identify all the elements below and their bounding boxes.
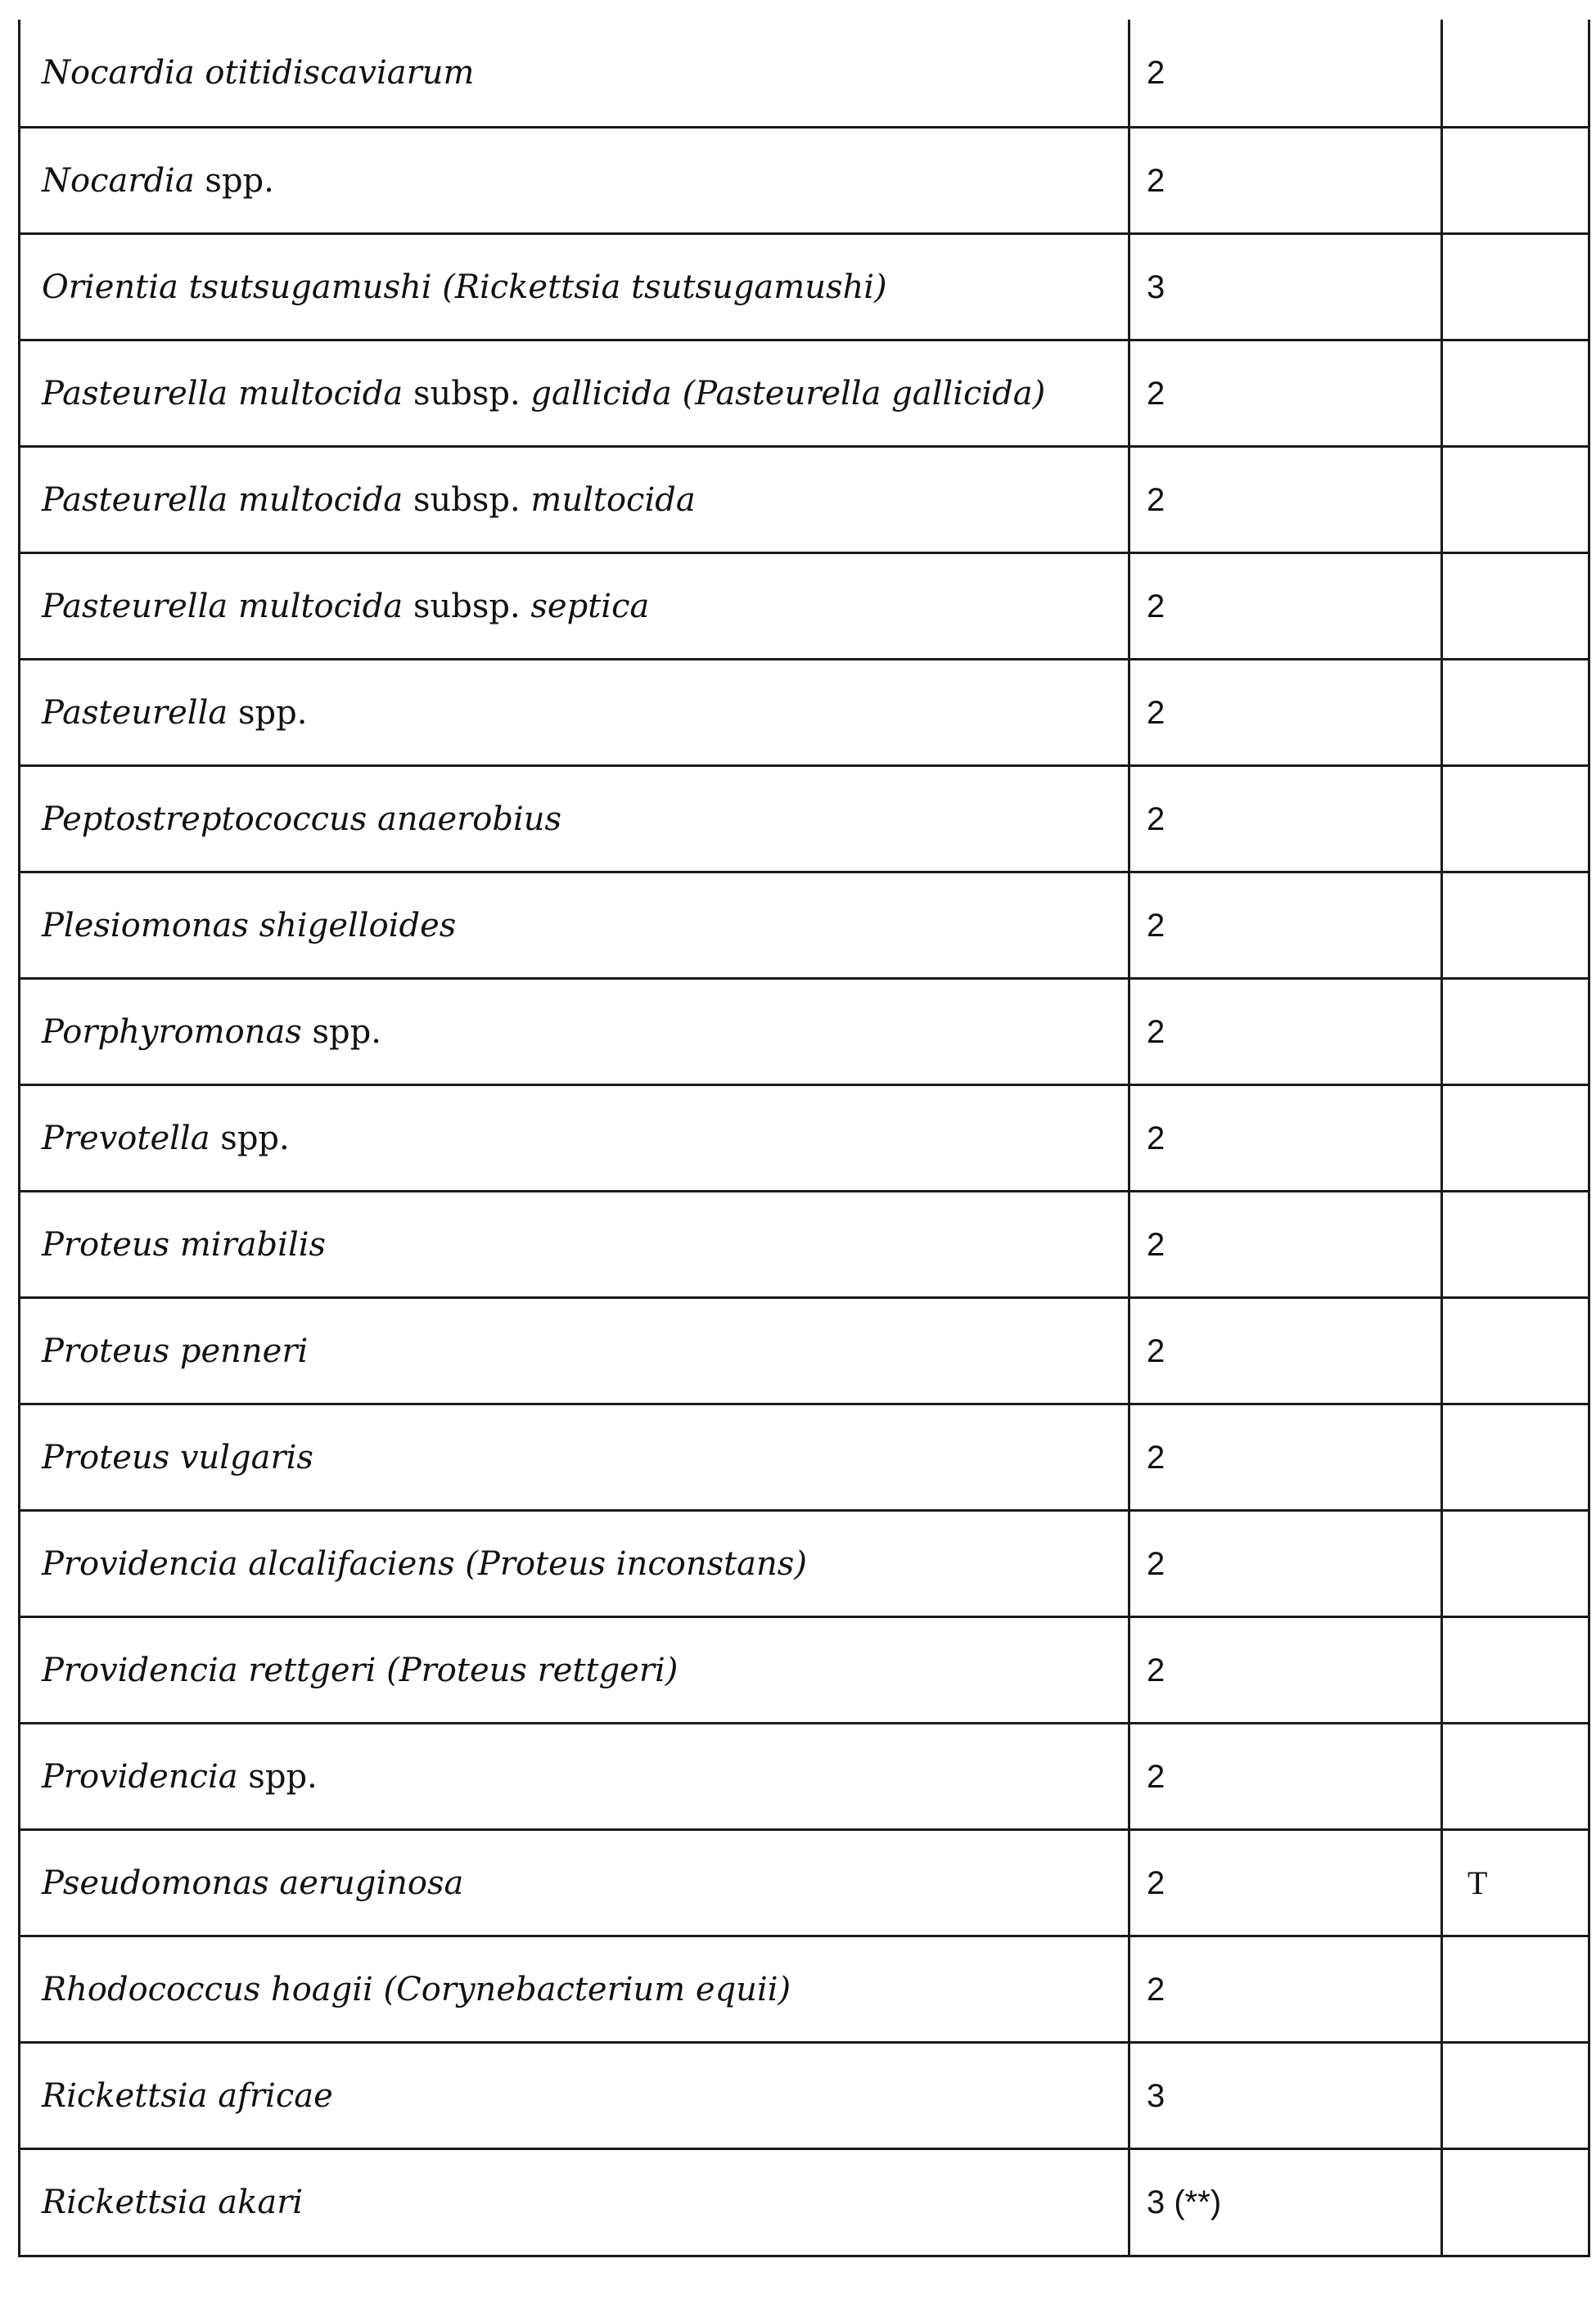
agent-name-cell bbox=[20, 1936, 1129, 2043]
table-row bbox=[20, 20, 1589, 128]
agent-name-cell bbox=[20, 553, 1129, 660]
agent-name-italic-text: Providencia bbox=[42, 1757, 238, 1796]
notes-cell bbox=[1442, 1511, 1589, 1617]
table-row bbox=[20, 340, 1589, 447]
table-row bbox=[20, 447, 1589, 553]
notes-cell bbox=[1442, 234, 1589, 340]
notes-cell bbox=[1442, 2043, 1589, 2149]
agent-name-italic-text: Rickettsia africae bbox=[42, 2076, 333, 2115]
agent-name-cell bbox=[20, 447, 1129, 553]
risk-group-cell: 2 bbox=[1129, 766, 1442, 872]
agent-name-roman-text: spp. bbox=[237, 1757, 318, 1796]
notes-cell: T bbox=[1442, 1830, 1589, 1936]
agent-name-italic-text: Pseudomonas aeruginosa bbox=[42, 1864, 464, 1902]
notes-cell bbox=[1442, 1617, 1589, 1724]
table-row bbox=[20, 979, 1589, 1085]
risk-group-cell: 2 bbox=[1129, 1085, 1442, 1192]
risk-group-cell: 2 bbox=[1129, 1511, 1442, 1617]
risk-group-cell: 2 bbox=[1129, 128, 1442, 234]
agent-name-italic-text: gallicida (Pasteurella gallicida) bbox=[530, 374, 1046, 412]
risk-group-cell: 2 bbox=[1129, 1830, 1442, 1936]
agent-name-roman-text: spp. bbox=[210, 1119, 290, 1157]
agent-name-italic-text: Providencia rettgeri (Proteus rettgeri) bbox=[42, 1651, 679, 1689]
risk-group-cell: 2 bbox=[1129, 979, 1442, 1085]
risk-group-cell: 2 bbox=[1129, 1936, 1442, 2043]
risk-group-cell: 2 bbox=[1129, 340, 1442, 447]
agent-name-italic-text: septica bbox=[530, 587, 650, 625]
table-row bbox=[20, 1617, 1589, 1724]
risk-group-cell: 3 (**) bbox=[1129, 2149, 1442, 2256]
agent-name-roman-text: subsp. bbox=[403, 480, 531, 519]
agent-name-cell bbox=[20, 340, 1129, 447]
agent-name-cell bbox=[20, 2149, 1129, 2256]
agent-name-italic-text: Proteus mirabilis bbox=[42, 1225, 327, 1264]
agent-name-cell bbox=[20, 20, 1129, 128]
agent-name-italic-text: Pasteurella multocida bbox=[42, 480, 404, 519]
table-row bbox=[20, 2043, 1589, 2149]
agent-name-italic-text: Pasteurella bbox=[42, 693, 228, 732]
table-row bbox=[20, 1724, 1589, 1830]
agent-name-cell bbox=[20, 766, 1129, 872]
biological-agents-table bbox=[18, 20, 1590, 2257]
agent-name-roman-text: spp. bbox=[301, 1012, 381, 1051]
risk-group-cell: 2 bbox=[1129, 1404, 1442, 1511]
notes-cell bbox=[1442, 2149, 1589, 2256]
agent-name-italic-text: Porphyromonas bbox=[42, 1012, 302, 1051]
agent-name-italic-text: Rickettsia akari bbox=[42, 2184, 304, 2221]
table-row bbox=[20, 1830, 1589, 1936]
notes-cell bbox=[1442, 1724, 1589, 1830]
agent-name-cell bbox=[20, 872, 1129, 979]
notes-cell bbox=[1442, 1404, 1589, 1511]
notes-cell bbox=[1442, 553, 1589, 660]
risk-group-cell: 2 bbox=[1129, 20, 1442, 128]
agent-name-italic-text: Rhodococcus hoagii (Corynebacterium equii) bbox=[42, 1970, 791, 2008]
agent-name-cell bbox=[20, 1298, 1129, 1404]
notes-cell bbox=[1442, 447, 1589, 553]
risk-group-cell: 2 bbox=[1129, 1724, 1442, 1830]
table-row bbox=[20, 1298, 1589, 1404]
agent-name-italic-text: Plesiomonas shigelloides bbox=[42, 906, 457, 944]
notes-cell bbox=[1442, 1936, 1589, 2043]
table-row bbox=[20, 1511, 1589, 1617]
notes-cell bbox=[1442, 872, 1589, 979]
table-row bbox=[20, 234, 1589, 340]
notes-cell bbox=[1442, 660, 1589, 766]
agent-name-cell bbox=[20, 234, 1129, 340]
risk-group-cell: 2 bbox=[1129, 1192, 1442, 1298]
agent-name-cell bbox=[20, 1617, 1129, 1724]
agent-name-italic-text: Pasteurella multocida bbox=[42, 587, 404, 625]
risk-group-cell: 2 bbox=[1129, 447, 1442, 553]
agent-name-cell bbox=[20, 1724, 1129, 1830]
notes-cell bbox=[1442, 766, 1589, 872]
notes-cell bbox=[1442, 1085, 1589, 1192]
agent-name-roman-text: subsp. bbox=[403, 587, 531, 625]
agent-name-italic-text: Proteus penneri bbox=[42, 1332, 309, 1370]
risk-group-cell: 3 bbox=[1129, 2043, 1442, 2149]
agent-name-cell bbox=[20, 979, 1129, 1085]
risk-group-cell: 2 bbox=[1129, 553, 1442, 660]
table-row bbox=[20, 1404, 1589, 1511]
table-row bbox=[20, 1936, 1589, 2043]
agent-name-roman-text: subsp. bbox=[403, 374, 531, 412]
table-row bbox=[20, 766, 1589, 872]
agent-name-cell bbox=[20, 1192, 1129, 1298]
risk-group-cell: 2 bbox=[1129, 660, 1442, 766]
table-row bbox=[20, 128, 1589, 234]
agent-name-cell bbox=[20, 128, 1129, 234]
agent-name-italic-text: Prevotella bbox=[42, 1119, 210, 1157]
table-row bbox=[20, 1192, 1589, 1298]
table-row bbox=[20, 872, 1589, 979]
agent-name-cell bbox=[20, 1830, 1129, 1936]
agent-name-cell bbox=[20, 660, 1129, 766]
agent-name-italic-text: multocida bbox=[530, 480, 696, 519]
agent-name-cell bbox=[20, 1085, 1129, 1192]
risk-group-cell: 3 bbox=[1129, 234, 1442, 340]
notes-cell bbox=[1442, 1298, 1589, 1404]
table-body bbox=[20, 20, 1589, 2256]
agent-name-italic-text: Peptostreptococcus anaerobius bbox=[42, 800, 562, 838]
agent-name-cell bbox=[20, 1511, 1129, 1617]
notes-cell bbox=[1442, 340, 1589, 447]
agent-name-italic-text: Nocardia bbox=[42, 161, 195, 200]
risk-group-cell: 2 bbox=[1129, 1298, 1442, 1404]
agent-name-roman-text: spp. bbox=[194, 161, 274, 200]
table-row bbox=[20, 1085, 1589, 1192]
agent-name-italic-text: Pasteurella multocida bbox=[42, 374, 404, 412]
notes-cell bbox=[1442, 128, 1589, 234]
agent-name-italic-text: Providencia alcalifaciens (Proteus inconstans) bbox=[42, 1544, 807, 1583]
table-row bbox=[20, 553, 1589, 660]
agent-name-cell bbox=[20, 2043, 1129, 2149]
table-row bbox=[20, 2149, 1589, 2256]
table-row bbox=[20, 660, 1589, 766]
notes-cell bbox=[1442, 1192, 1589, 1298]
risk-group-cell: 2 bbox=[1129, 872, 1442, 979]
agent-name-italic-text: Proteus vulgaris bbox=[42, 1438, 313, 1476]
notes-cell bbox=[1442, 979, 1589, 1085]
agent-name-italic-text: Orientia tsutsugamushi (Rickettsia tsutsugamushi) bbox=[42, 268, 887, 306]
agent-name-cell bbox=[20, 1404, 1129, 1511]
notes-cell bbox=[1442, 20, 1589, 128]
risk-group-cell: 2 bbox=[1129, 1617, 1442, 1724]
agent-name-roman-text: spp. bbox=[228, 693, 308, 732]
agent-name-italic-text: Nocardia otitidiscaviarum bbox=[42, 54, 475, 92]
